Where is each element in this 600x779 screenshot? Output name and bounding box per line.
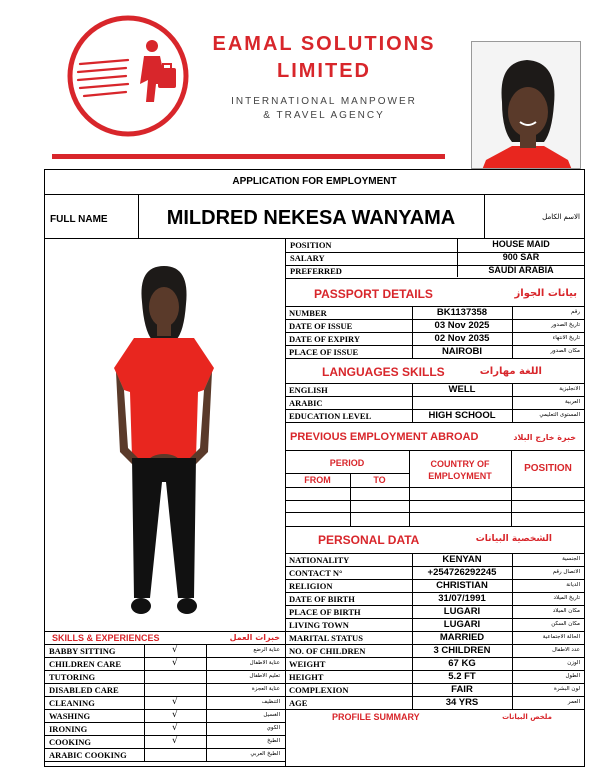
col-divider bbox=[512, 306, 513, 358]
skill-row-arabic: تعليم الاطفال bbox=[249, 673, 280, 679]
passport-row-value: BK1137358 bbox=[436, 307, 488, 318]
personal-row-arabic: الجنسية bbox=[562, 556, 580, 562]
passport-row-label: DATE OF ISSUE bbox=[289, 321, 353, 331]
personal-row-value: +254726292245 bbox=[427, 567, 497, 578]
previous-employment-heading-arabic: خبرة خارج البلاد bbox=[513, 433, 576, 442]
row-divider bbox=[285, 709, 585, 710]
personal-row-arabic: مكان الميلاد bbox=[552, 608, 580, 614]
languages-row-arabic: الانجليزية bbox=[559, 386, 580, 392]
personal-row-value: LUGARI bbox=[443, 619, 481, 630]
company-tagline-2: & TRAVEL AGENCY bbox=[263, 110, 385, 121]
skill-row-arabic: عناية العجزة bbox=[251, 686, 280, 692]
personal-row-arabic: لون البشرة bbox=[554, 686, 580, 692]
company-name-line1: EAMAL SOLUTIONS bbox=[212, 33, 436, 55]
skill-check-icon: √ bbox=[172, 697, 178, 707]
passport-row-value: 02 Nov 2035 bbox=[434, 333, 490, 344]
skill-row-arabic: الكوي bbox=[266, 725, 280, 731]
row-divider bbox=[285, 278, 585, 279]
skill-check-icon: √ bbox=[172, 736, 178, 746]
col-divider bbox=[457, 238, 458, 277]
languages-row-label: EDUCATION LEVEL bbox=[289, 411, 372, 421]
skill-row-arabic: الطبخ العربي bbox=[250, 751, 280, 757]
languages-row-arabic: العربية bbox=[564, 399, 580, 405]
personal-row-arabic: العمر bbox=[567, 699, 580, 705]
row-divider bbox=[44, 657, 285, 658]
personal-row-arabic: الاتصال رقم bbox=[552, 569, 580, 575]
languages-heading: LANGUAGES SKILLS bbox=[322, 365, 445, 379]
personal-row-arabic: تاريخ الميلاد bbox=[553, 595, 580, 601]
skill-row-label: CHILDREN CARE bbox=[49, 659, 122, 669]
personal-row-label: NATIONALITY bbox=[289, 555, 350, 565]
col-divider bbox=[512, 383, 513, 422]
languages-row-value: WELL bbox=[448, 384, 476, 395]
previous-employment-heading: PREVIOUS EMPLOYMENT ABROAD bbox=[290, 431, 479, 443]
personal-row-arabic: الحالة الاجتماعية bbox=[542, 634, 580, 640]
job-row-value: 900 SAR bbox=[502, 252, 540, 262]
skill-row-arabic: الطبخ bbox=[267, 738, 280, 744]
personal-row-label: DATE OF BIRTH bbox=[289, 594, 355, 604]
row-divider bbox=[285, 358, 585, 359]
passport-row-arabic: تاريخ الصدور bbox=[551, 322, 580, 328]
skill-row-label: CLEANING bbox=[49, 698, 95, 708]
languages-heading-arabic: اللغة مهارات bbox=[479, 366, 542, 377]
full-name-label: FULL NAME bbox=[50, 214, 108, 225]
personal-row-arabic: الوزن bbox=[567, 660, 580, 666]
col-divider bbox=[412, 306, 413, 358]
period-header: PERIOD bbox=[329, 458, 365, 468]
row-divider bbox=[44, 683, 285, 684]
skill-check-icon: √ bbox=[172, 723, 178, 733]
personal-row-value: 31/07/1991 bbox=[438, 593, 486, 604]
personal-row-value: LUGARI bbox=[443, 606, 481, 617]
row-divider bbox=[44, 748, 285, 749]
passport-row-arabic: مكان الصدور bbox=[550, 348, 580, 354]
passport-heading-arabic: بيانات الجواز bbox=[514, 288, 577, 299]
country-header: COUNTRY OF EMPLOYMENT bbox=[428, 459, 492, 481]
job-row-label: POSITION bbox=[290, 240, 332, 250]
col-divider bbox=[412, 553, 413, 709]
form-title: APPLICATION FOR EMPLOYMENT bbox=[232, 176, 397, 187]
personal-data-heading: PERSONAL DATA bbox=[318, 533, 420, 547]
to-header: TO bbox=[373, 475, 386, 485]
skill-row-label: WASHING bbox=[49, 711, 91, 721]
personal-row-value: FAIR bbox=[451, 684, 473, 695]
full-name-value: MILDRED NEKESA WANYAMA bbox=[166, 207, 456, 229]
position-header: POSITION bbox=[524, 463, 572, 474]
languages-row-arabic: المستوى التعليمي bbox=[539, 412, 580, 418]
personal-row-label: WEIGHT bbox=[289, 659, 326, 669]
col-divider bbox=[512, 553, 513, 709]
skill-check-icon: √ bbox=[172, 658, 178, 668]
full-name-arabic: الاسم الكامل bbox=[542, 213, 580, 221]
personal-row-value: CHRISTIAN bbox=[436, 580, 488, 591]
languages-row-label: ARABIC bbox=[289, 398, 323, 408]
skill-row-arabic: عناية الاطفال bbox=[249, 660, 280, 666]
personal-row-label: PLACE OF BIRTH bbox=[289, 607, 361, 617]
application-form bbox=[32, 12, 592, 767]
skill-row-label: DISABLED CARE bbox=[49, 685, 119, 695]
passport-row-value: NAIROBI bbox=[441, 346, 483, 357]
job-row-value: HOUSE MAID bbox=[492, 239, 550, 249]
profile-summary-arabic: ملخص البيانات bbox=[502, 713, 552, 721]
skill-row-arabic: عناية الرضع bbox=[253, 647, 280, 653]
passport-row-arabic: تاريخ الانتهاء bbox=[552, 335, 580, 341]
skill-row-label: TUTORING bbox=[49, 672, 96, 682]
col-divider bbox=[206, 644, 207, 761]
row-divider bbox=[44, 709, 285, 710]
from-header: FROM bbox=[304, 475, 331, 485]
row-divider bbox=[44, 722, 285, 723]
job-row-label: SALARY bbox=[290, 253, 325, 263]
skill-row-arabic: الغسيل bbox=[263, 712, 280, 718]
personal-row-label: MARITAL STATUS bbox=[289, 633, 363, 643]
personal-row-value: 34 YRS bbox=[445, 697, 479, 708]
passport-row-label: DATE OF EXPIRY bbox=[289, 334, 361, 344]
skills-heading-arabic: خبرات العمل bbox=[229, 633, 280, 642]
personal-row-label: CONTACT N° bbox=[289, 568, 343, 578]
job-row-value: SAUDI ARABIA bbox=[488, 265, 554, 275]
skill-check-icon: √ bbox=[172, 645, 178, 655]
row-divider bbox=[44, 735, 285, 736]
profile-summary-heading: PROFILE SUMMARY bbox=[332, 712, 420, 722]
languages-row-value: HIGH SCHOOL bbox=[428, 410, 496, 421]
company-logo bbox=[66, 14, 190, 138]
row-divider bbox=[285, 396, 585, 397]
personal-row-value: MARRIED bbox=[439, 632, 485, 643]
job-row-label: PREFERRED bbox=[290, 266, 342, 276]
skill-row-label: IRONING bbox=[49, 724, 88, 734]
personal-row-arabic: الديانة bbox=[566, 582, 580, 588]
skill-row-label: ARABIC COOKING bbox=[49, 750, 127, 760]
personal-row-label: AGE bbox=[289, 698, 308, 708]
passport-row-label: NUMBER bbox=[289, 308, 327, 318]
col-divider bbox=[412, 383, 413, 422]
personal-row-label: HEIGHT bbox=[289, 672, 324, 682]
company-tagline-1: INTERNATIONAL MANPOWER bbox=[231, 96, 417, 107]
full-length-photo bbox=[94, 262, 234, 632]
skill-row-label: BABBY SITTING bbox=[49, 646, 116, 656]
passport-row-value: 03 Nov 2025 bbox=[434, 320, 490, 331]
personal-row-arabic: مكان السكن bbox=[551, 621, 580, 627]
languages-row-label: ENGLISH bbox=[289, 385, 328, 395]
personal-row-label: COMPLEXION bbox=[289, 685, 349, 695]
personal-row-value: 5.2 FT bbox=[448, 671, 476, 682]
personal-row-value: 67 KG bbox=[448, 658, 476, 669]
skills-heading: SKILLS & EXPERIENCES bbox=[52, 633, 160, 643]
personal-row-value: KENYAN bbox=[442, 554, 482, 565]
col-divider bbox=[144, 644, 145, 761]
row-divider bbox=[44, 670, 285, 671]
row-divider bbox=[44, 761, 285, 762]
passport-row-label: PLACE OF ISSUE bbox=[289, 347, 359, 357]
skill-check-icon: √ bbox=[172, 710, 178, 720]
personal-row-arabic: عدد الاطفال bbox=[552, 647, 580, 653]
row-divider bbox=[44, 696, 285, 697]
header-divider bbox=[52, 154, 445, 159]
personal-row-value: 3 CHILDREN bbox=[433, 645, 491, 656]
personal-row-arabic: الطول bbox=[565, 673, 580, 679]
portrait-photo bbox=[471, 41, 581, 169]
personal-row-label: LIVING TOWN bbox=[289, 620, 349, 630]
skill-row-arabic: التنظيف bbox=[261, 699, 280, 705]
personal-data-heading-arabic: الشخصية البيانات bbox=[475, 534, 552, 544]
company-name-line2: LIMITED bbox=[277, 60, 371, 82]
personal-row-label: NO. OF CHILDREN bbox=[289, 646, 366, 656]
skill-row-label: COOKING bbox=[49, 737, 92, 747]
passport-heading: PASSPORT DETAILS bbox=[314, 287, 433, 301]
passport-row-arabic: رقم bbox=[571, 309, 580, 315]
personal-row-label: RELIGION bbox=[289, 581, 333, 591]
row-divider bbox=[285, 422, 585, 423]
